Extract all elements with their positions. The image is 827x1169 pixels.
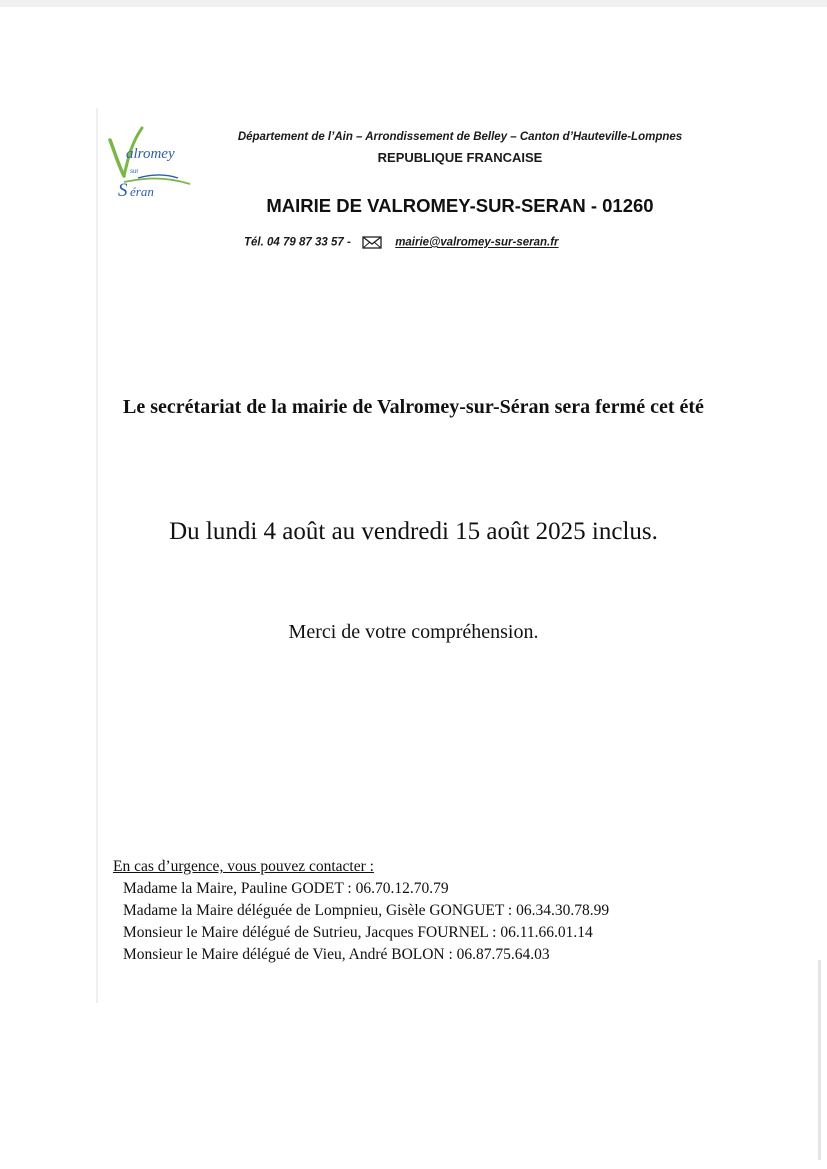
svg-text:sur: sur: [130, 169, 139, 175]
contact-item: Monsieur le Maire délégué de Sutrieu, Jacques FOURNEL : 06.11.66.01.14: [123, 924, 593, 941]
commune-logo: [104, 124, 196, 204]
contact-item: Monsieur le Maire délégué de Vieu, André BOLON : 06.87.75.64.03: [123, 946, 550, 963]
scan-top-band: [0, 0, 827, 7]
contact-list: [113, 878, 733, 966]
thanks-text: Merci de votre compréhension.: [288, 621, 539, 643]
svg-text:S: S: [118, 180, 128, 201]
scan-left-shadow: [96, 108, 98, 1003]
contact-item: Madame la Maire, Pauline GODET : 06.70.12.70.79: [123, 880, 449, 897]
svg-text:éran: éran: [130, 184, 154, 199]
republic-line: REPUBLIQUE FRANCAISE: [377, 150, 543, 165]
mairie-title: MAIRIE DE VALROMEY-SUR-SERAN - 01260: [266, 195, 654, 216]
closure-dates: Du lundi 4 août au vendredi 15 août 2025 inclus.: [169, 518, 658, 545]
contact-item: Madame la Maire déléguée de Lompnieu, Gisèle GONGUET : 06.34.30.78.99: [123, 902, 610, 919]
svg-text:alromey: alromey: [126, 146, 175, 162]
contact-line: [244, 236, 664, 249]
emergency-heading: En cas d’urgence, vous pouvez contacter :: [113, 858, 374, 875]
scan-right-shadow: [818, 960, 821, 1160]
phone-text: Tél. 04 79 87 33 57 -: [244, 236, 351, 249]
department-line: Département de l’Ain – Arrondissement de Belley – Canton d’Hauteville-Lompnes: [237, 131, 683, 143]
notice-title: Le secrétariat de la mairie de Valromey-sur-Séran sera fermé cet été: [123, 396, 704, 418]
emergency-contacts: [113, 856, 733, 966]
envelope-icon: [362, 236, 382, 249]
email-link[interactable]: mairie@valromey-sur-seran.fr: [395, 236, 559, 249]
